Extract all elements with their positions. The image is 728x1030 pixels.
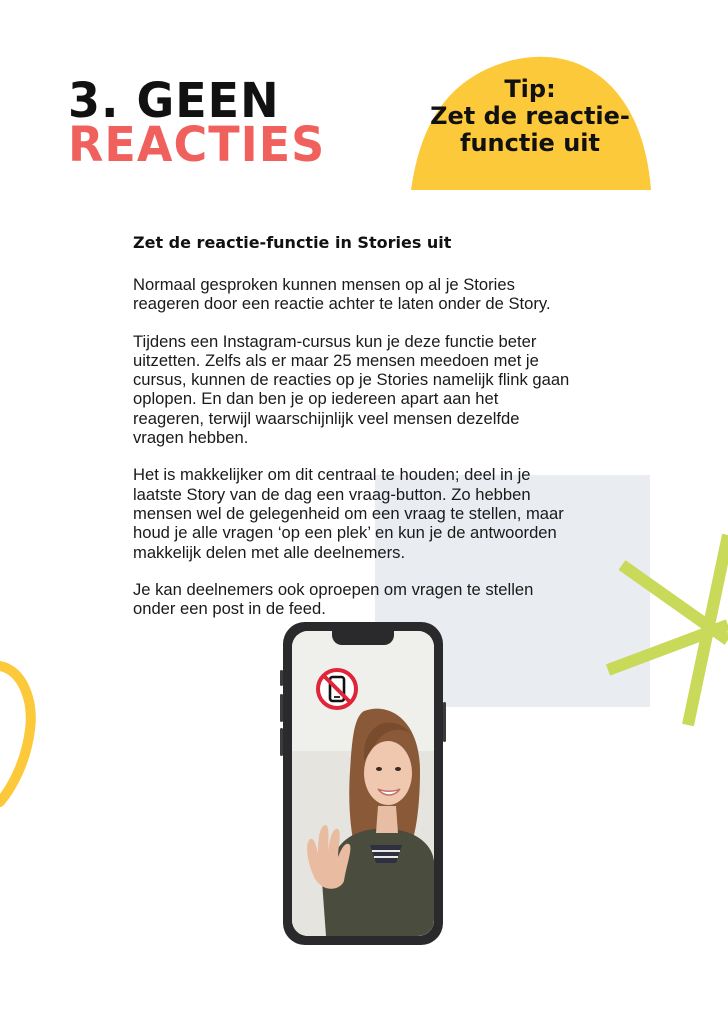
- smartphone-icon: [283, 622, 443, 945]
- tip-line-1: Tip:: [504, 75, 556, 103]
- paragraph-1: Normaal gesproken kunnen mensen op al je Stories reageren door een reactie achter te laten onder de Story.: [133, 275, 551, 314]
- phone-side-button: [443, 702, 446, 742]
- tip-line-2: Zet de reactie-: [430, 102, 630, 130]
- tip-text: [405, 76, 655, 157]
- asterisk-icon: [600, 530, 728, 730]
- tip-line-3: functie uit: [460, 129, 600, 157]
- swirl-icon: [0, 660, 40, 810]
- paragraph-3: Het is makkelijker om dit centraal te houden; deel in je laatste Story van de dag een vraag-button. Zo hebben mensen wel de gelegenheid om een vraag te stellen, maar houd je alle vragen ‘op een plek’ en kun je de antwoorden makkelijk delen met alle deelnemers.: [133, 465, 564, 562]
- paragraph-2: Tijdens een Instagram-cursus kun je deze functie beter uitzetten. Zelfs als er maar 25 mensen meedoen met je cursus, kunnen de reacties op je Stories namelijk flink gaan oplopen. En dan ben je op iedereen apart aan het reageren, terwijl waarschijnlijk veel mensen dezelfde vragen hebben.: [133, 331, 570, 448]
- no-phone-icon: [315, 667, 359, 711]
- page-title-line-1: 3. GEEN: [68, 71, 280, 129]
- woman-waving-photo: [292, 631, 434, 936]
- article-content: [133, 233, 573, 636]
- paragraph-4: Je kan deelnemers ook oproepen om vragen te stellen onder een post in de feed.: [133, 579, 534, 619]
- page-title-line-2: REACTIES: [68, 115, 326, 173]
- section-heading: Zet de reactie-functie in Stories uit: [133, 233, 452, 252]
- phone-screen: [292, 631, 434, 936]
- phone-notch: [332, 631, 394, 645]
